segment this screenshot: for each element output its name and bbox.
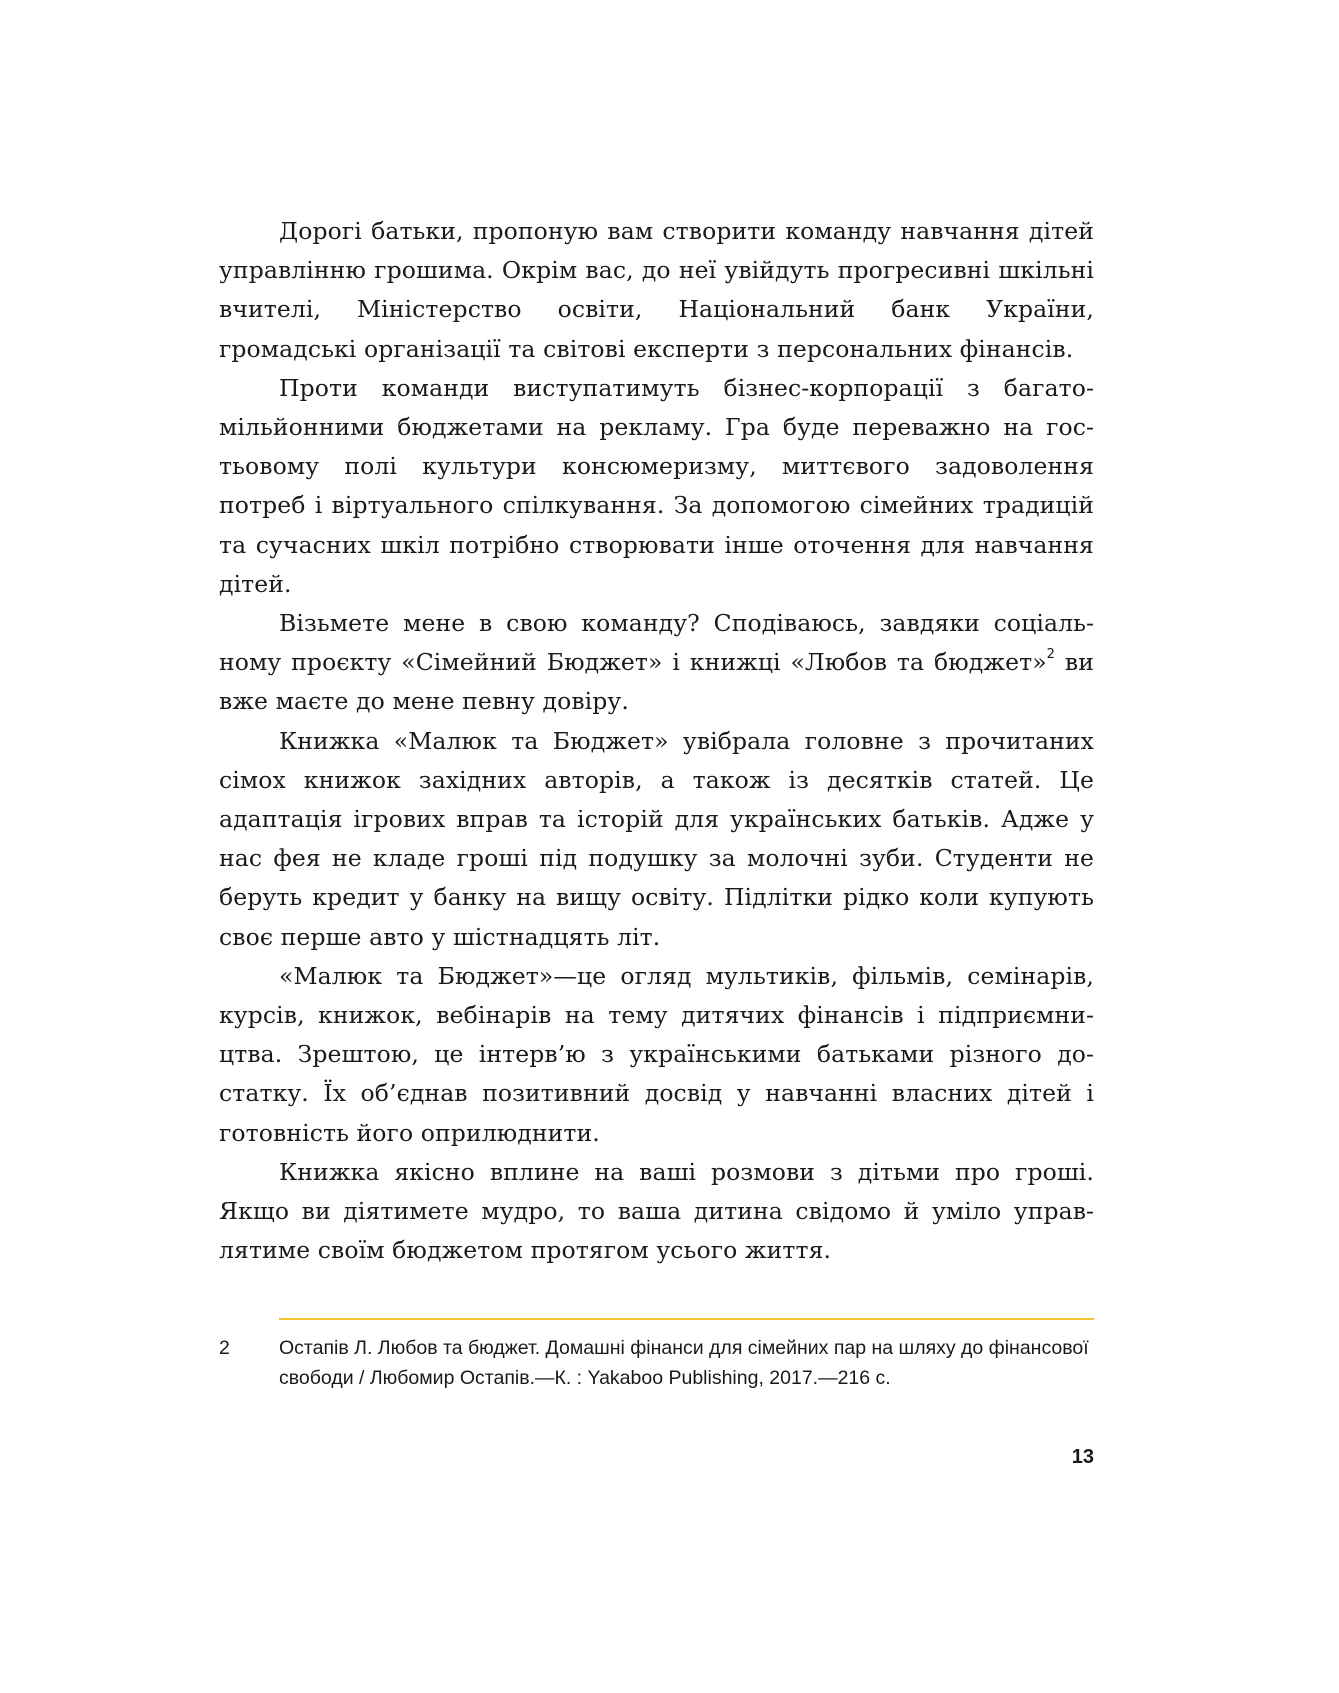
paragraph-3: [219, 604, 1094, 722]
paragraph-3-text-before: Візьмете мене в свою команду? Сподіваюсь, завдяки соціальному проєкту «Сімейний Бюджет» і книжці «Любов та бюджет»: [219, 609, 1094, 677]
footnote-reference: 2: [1046, 647, 1056, 663]
paragraph-2: Проти команди виступатимуть бізнес-корпорації з багатомільйонними бюджетами на рекламу. Гра буде переважно на гостьовому полі культури консюмеризму, миттєвого задоволення потреб і віртуального спілкування. За допомогою сімейних традицій та сучасних шкіл потрібно створювати інше оточення для навчання дітей.: [219, 373, 1094, 598]
page-number: 13: [1071, 1446, 1094, 1468]
footnote-text: Остапів Л. Любов та бюджет. Домашні фінанси для сімейних пар на шляху до фінансової свободи / Любомир Остапів.—К. : Yakaboo Publishing, 2017.—216 с.: [279, 1337, 1089, 1389]
paragraph-6: Книжка якісно вплине на ваші розмови з дітьми про гроші. Якщо ви діятимете мудро, то ваша дитина свідомо й уміло управлятиме своїм бюджетом протягом усього життя.: [219, 1157, 1094, 1265]
paragraph-5: «Малюк та Бюджет»—це огляд мультиків, фільмів, семінарів, курсів, книжок, вебінарів на тему дитячих фінансів і підприємництва. Зрештою, це інтерв’ю з українськими батьками різного достатку. Їх об’єднав позитивний досвід у навчанні власних дітей і готовність його оприлюднити.: [219, 961, 1094, 1147]
footnote: [219, 1333, 1094, 1393]
paragraph-4: Книжка «Малюк та Бюджет» увібрала головне з прочитаних сімох книжок західних авторів, а також із десятків статей. Це адаптація ігрових вправ та історій для українських батьків. Адже у нас фея не кладе гроші під подушку за молочні зуби. Студенти не беруть кредит у банку на вищу освіту. Підлітки рідко коли купують своє перше авто у шістнадцять літ.: [219, 726, 1094, 951]
paragraph-3-text-after: ви вже маєте до мене певну довіру.: [219, 648, 1094, 716]
body-text: [219, 212, 1094, 1270]
footnote-divider: [279, 1318, 1094, 1320]
footnote-number: 2: [219, 1337, 230, 1359]
paragraph-1: Дорогі батьки, пропоную вам створити команду навчання дітей управлінню грошима. Окрім вас, до неї увійдуть прогресивні шкільні вчителі, Міністерство освіти, Національний банк України, громадські організації та світові експерти з персональних фінансів.: [219, 217, 1094, 363]
